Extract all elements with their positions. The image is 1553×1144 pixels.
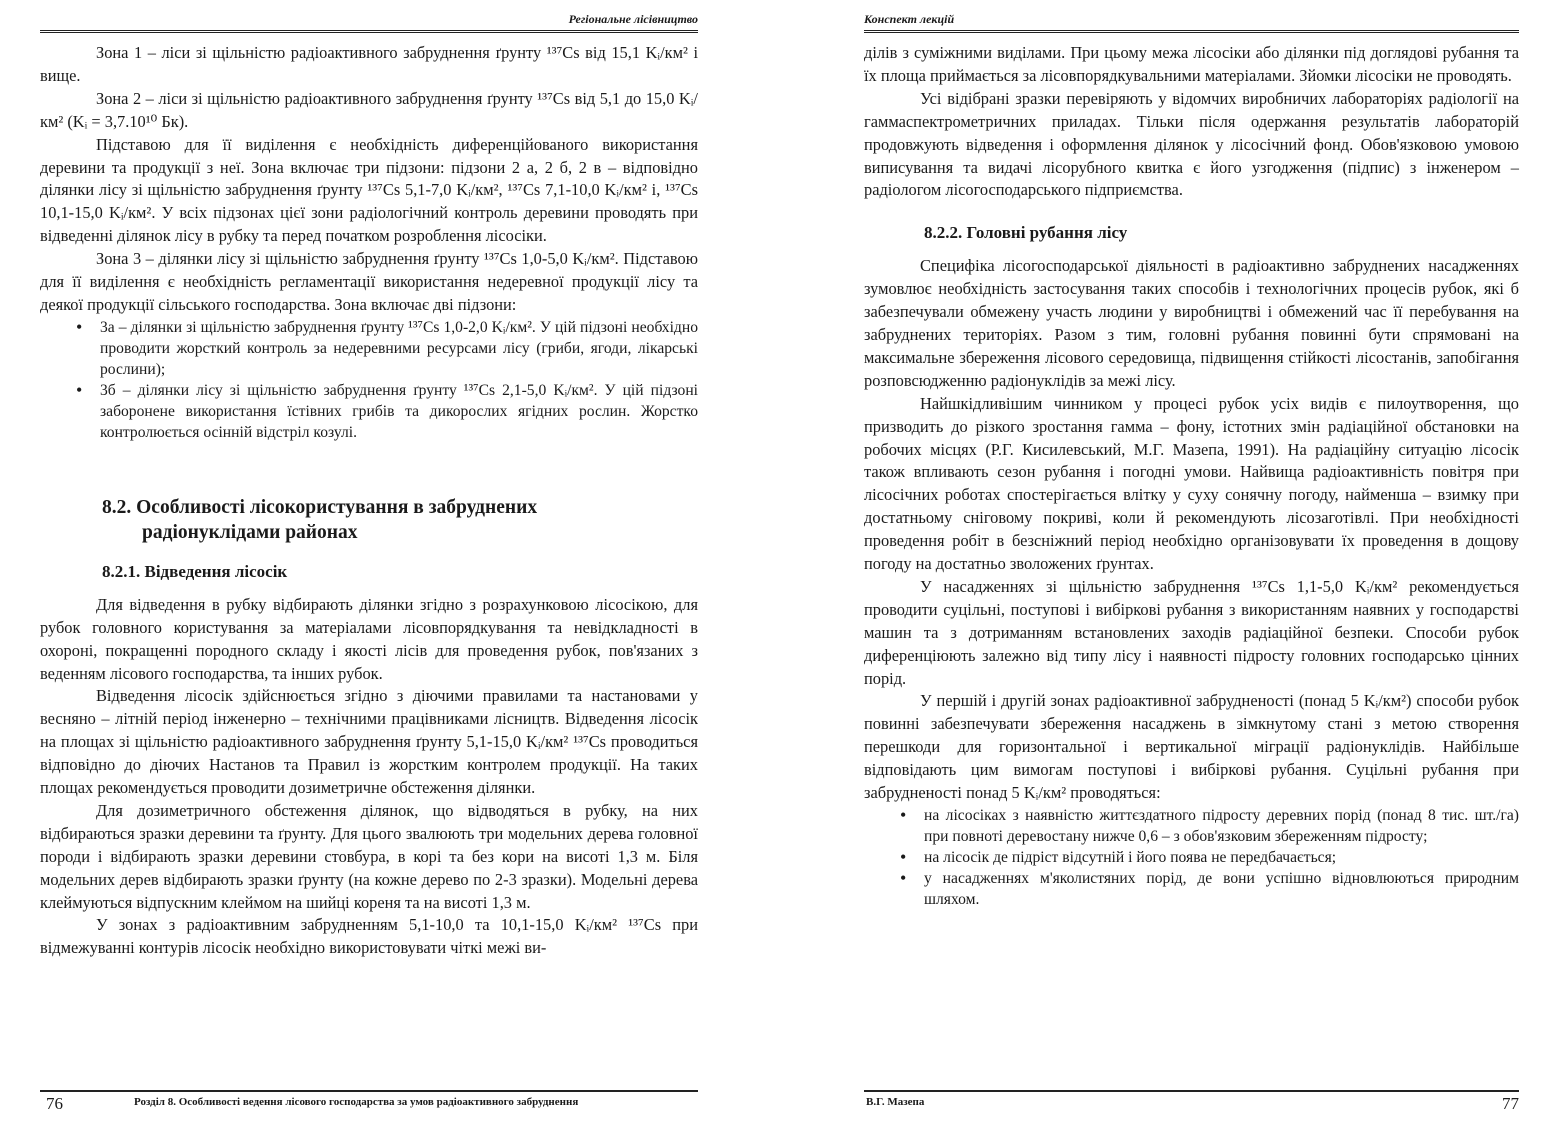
running-footer: В.Г. Мазепа xyxy=(866,1096,925,1108)
clearcut-conditions-list xyxy=(864,805,1519,910)
right-page-content xyxy=(864,42,1519,910)
header-rule xyxy=(864,30,1519,35)
subsection-title: 8.2.2. Головні рубання лісу xyxy=(924,223,1128,243)
paragraph: Усі відібрані зразки перевіряють у відомчих виробничих лабораторіях радіології на гаммаспектрометричних приладах. Тільки після одержання результатів лабораторій продовжують відведення і оформлення ділянок у лісосічний фонд. Обов'язковою умовою виписування та видачі лісорубного квитка є його узгодження (підпис) з інженером – радіологом лісогосподарського підприємства. xyxy=(864,88,1519,200)
paragraph: У зонах з радіоактивним забрудненням 5,1-10,0 та 10,1-15,0 Kᵢ/км² ¹³⁷Cs при відмежуванні контурів лісосік необхідно використовувати чіткі межі ви- xyxy=(40,915,698,958)
paragraph: Зона 3 – ділянки лісу зі щільністю забруднення ґрунту ¹³⁷Cs 1,0-5,0 Kᵢ/км². Підставою для її виділення є необхідність регламентації використання недеревної продукції лісу та деякої продукції сільського господарства. Зона включає дві підзони: xyxy=(40,249,698,314)
header-rule xyxy=(40,30,698,35)
page-number: 76 xyxy=(46,1094,63,1113)
paragraph: Найшкідливішим чинником у процесі рубок усіх видів є пилоутворення, що призводить до різкого зростання гамма – фону, істотних змін радіаційної обстановки на робочих місцях (Р.Г. Кисилевський, М.Г. Мазепа, 1991). На радіаційну ситуацію лісосік також впливають сезон рубання і погодні умови. Найвища радіоактивність повітря при лісосічних роботах спостерігається влітку у суху сонячну погоду, найменша – взимку при достатньому сніговому покриві, коли й рекомендують лісозаготівлі. При необхідності проведення робіт в безсніжний період необхідно організовувати їх проведення в дощову погоду на достатньо зволожених ґрунтах. xyxy=(864,393,1519,574)
paragraph: Зона 2 – ліси зі щільністю радіоактивного забруднення ґрунту ¹³⁷Cs від 5,1 до 15,0 Kᵢ/км² (Kᵢ = 3,7.10¹⁰ Бк). xyxy=(40,88,698,131)
left-page xyxy=(40,0,698,1144)
paragraph: Для дозиметричного обстеження ділянок, що відводяться в рубку, на них відбираються зразки деревини та ґрунту. Для цього звалюють три модельних дерева головної породи і відбирають зразки деревини стовбура, в корі та без кори на висоті 1,3 м. Біля модельних дерев відбирають зразки ґрунту (на кожне дерево по 2-3 зразки). Модельні дерева клеймуються відпускним клеймом на шийці кореня та на висоті 1,3 м. xyxy=(40,800,698,912)
paragraph: Відведення лісосік здійснюється згідно з діючими правилами та настановами у весняно – літній період інженерно – технічними працівниками лісництв. Відведення лісосік на площах зі щільністю радіоактивного забруднення ґрунту 5,1-15,0 Kᵢ/км² ¹³⁷Cs проводиться відповідно до діючих Настанов та Правил із жорстким контролем продукції. На таких площах рекомендується проводити дозиметричне обстеження ділянки. xyxy=(40,686,698,798)
running-head: Регіональне лісівництво xyxy=(568,12,698,26)
section-title-line: радіонуклідами районах xyxy=(142,521,358,543)
running-footer: Розділ 8. Особливості ведення лісового господарства за умов радіоактивного забруднення xyxy=(134,1096,579,1108)
right-page xyxy=(864,0,1519,1144)
list-item: • 3а – ділянки зі щільністю забруднення ґрунту ¹³⁷Cs 1,0-2,0 Kᵢ/км². У цій підзоні необхідно проводити жорсткий контроль за недеревними ресурсами лісу (гриби, ягоди, лікарські рослини); xyxy=(100,317,698,380)
subzone-list xyxy=(40,317,698,443)
paragraph: У насадженнях зі щільністю забруднення ¹³⁷Cs 1,1-5,0 Kᵢ/км² рекомендується проводити суцільні, поступові і вибіркові рубання з використанням наявних у господарстві машин та з дотриманням встановлених заходів радіаційної безпеки. Способи рубок диференціюють залежно від типу лісу і наявності підросту головних господарсько цінних порід. xyxy=(864,576,1519,688)
running-head: Конспект лекцій xyxy=(864,12,955,26)
paragraph: Для відведення в рубку відбирають ділянки згідно з розрахунковою лісосікою, для рубок головного користування за матеріалами лісовпорядкування та невідкладності в охороні, покращенні породного складу і якості лісів для проведення рубок, пов'язаних з веденням лісового господарства, та інших рубок. xyxy=(40,594,698,683)
list-item: • 3б – ділянки лісу зі щільністю забруднення ґрунту ¹³⁷Cs 2,1-5,0 Kᵢ/км². У цій підзоні заборонене використання їстівних грибів та дикорослих ягідних рослин. Жорстко контролюється осінній відстріл козулі. xyxy=(100,380,698,443)
left-page-content xyxy=(40,42,698,960)
footer-rule xyxy=(864,1090,1519,1092)
paragraph: Специфіка лісогосподарської діяльності в радіоактивно забруднених насадженнях зумовлює необхідність застосування таких способів і технологічних процесів рубок, які б забезпечували обмежену участь людини у виробництві і обмежений час її перебування на забруднених територіях. Разом з тим, головні рубання повинні бути спрямовані на максимальне збереження лісового середовища, підвищення стійкості лісостанів, запобігання розповсюдженню радіонуклідів за межі лісу. xyxy=(864,256,1519,390)
page-number: 77 xyxy=(1502,1094,1519,1113)
footer-rule xyxy=(40,1090,698,1092)
section-title xyxy=(102,495,698,545)
list-item: • на лісосік де підріст відсутній і його поява не передбачається; xyxy=(924,847,1519,868)
paragraph: Зона 1 – ліси зі щільністю радіоактивного забруднення ґрунту ¹³⁷Cs від 15,1 Kᵢ/км² і вище. xyxy=(40,43,698,85)
list-item: • на лісосіках з наявністю життєздатного підросту деревних порід (понад 8 тис. шт./га) при повноті деревостану нижче 0,6 – з обов'язковим збереженням підросту; xyxy=(924,805,1519,847)
paragraph: ділів з суміжними виділами. При цьому межа лісосіки або ділянки під доглядові рубання та їх площа приймається за лісовпорядкувальними матеріалами. Зйомки лісосіки не проводять. xyxy=(864,43,1519,85)
section-title-line: 8.2. Особливості лісокористування в забруднених xyxy=(102,496,538,518)
subsection-title: 8.2.1. Відведення лісосік xyxy=(102,561,288,581)
paragraph: Підставою для її виділення є необхідність диференційованого використання деревини та продукції з неї. Зона включає три підзони: підзони 2 а, 2 б, 2 в – відповідно ділянки лісу зі щільністю забруднення ґрунту ¹³⁷Cs 5,1-7,0 Kᵢ/км², ¹³⁷Cs 7,1-10,0 Kᵢ/км² і, ¹³⁷Cs 10,1-15,0 Kᵢ/км². У всіх підзонах цієї зони радіологічний контроль деревини проводять при відведенні ділянок лісу в рубку та перед початком розроблення лісосіки. xyxy=(40,134,698,246)
paragraph: У першій і другій зонах радіоактивної забрудненості (понад 5 Kᵢ/км²) способи рубок повинні забезпечувати збереження насаджень в зімкнутому стані з метою створення перешкоди для горизонтальної і вертикальної міграції радіонуклідів. Найбільше відповідають цим вимогам поступові і вибіркові рубання. Суцільні рубання при забрудненості понад 5 Kᵢ/км² проводяться: xyxy=(864,691,1519,803)
list-item: • у насадженнях м'яколистяних порід, де вони успішно відновлюються природним шляхом. xyxy=(924,868,1519,910)
